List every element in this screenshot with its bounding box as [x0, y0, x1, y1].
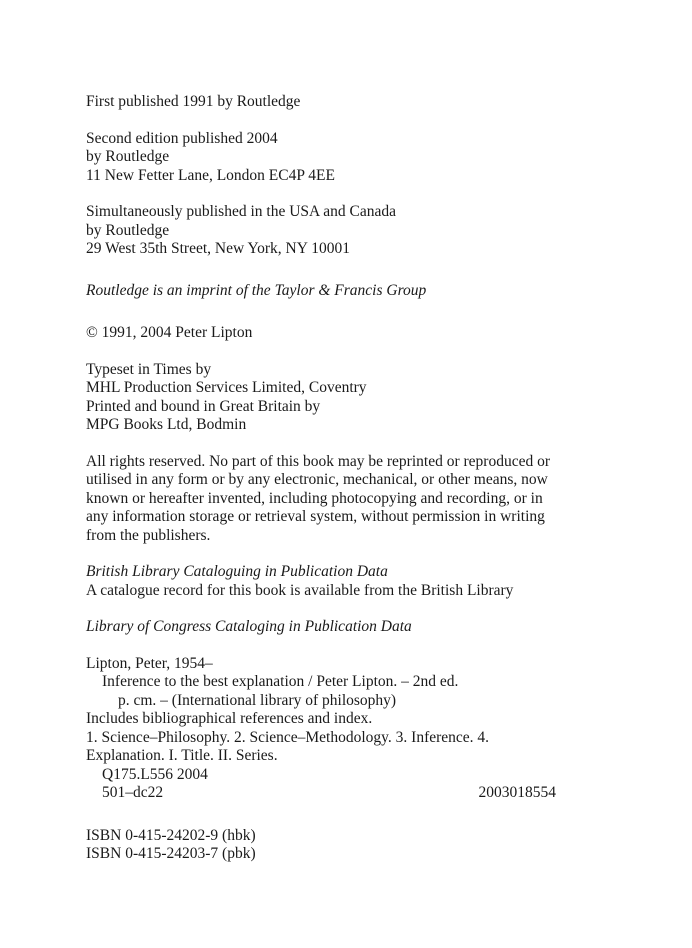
cip-lccn: 2003018554 — [478, 784, 556, 801]
printer-line: MPG Books Ltd, Bodmin — [86, 416, 247, 433]
second-edition-publisher: by Routledge — [86, 148, 170, 165]
typeset-line: Typeset in Times by — [86, 360, 212, 378]
cip-includes: Includes bibliographical references and index. — [86, 710, 373, 727]
second-edition-block — [86, 130, 566, 186]
rights-statement: All rights reserved. No part of this book may be reprinted or reproduced or utilised in any form or by any electronic, mechanical, or other means, now known or hereafter invented, including photocopying and recording, or in any information storage or retrieval system, without permission in writing from the publishers. — [86, 452, 551, 544]
usa-address: 29 West 35th Street, New York, NY 10001 — [86, 240, 350, 257]
isbn-pbk: ISBN 0-415-24203-7 (pbk) — [86, 845, 256, 862]
production-block — [86, 361, 566, 435]
imprint-block — [86, 282, 566, 301]
loc-cip-record — [86, 655, 566, 803]
copyright-line: © 1991, 2004 Peter Lipton — [86, 324, 253, 341]
typesetter-line: MHL Production Services Limited, Coventry — [86, 379, 367, 396]
usa-block — [86, 203, 566, 259]
cip-author: Lipton, Peter, 1954– — [86, 654, 213, 672]
cip-subjects-1: 1. Science–Philosophy. 2. Science–Methodology. 3. Inference. 4. — [86, 728, 490, 746]
bl-cip-heading: British Library Cataloguing in Publication Data — [86, 563, 388, 580]
loc-cip-heading-block — [86, 618, 566, 637]
cip-series: p. cm. – (International library of philosophy) — [118, 691, 397, 709]
isbn-hbk: ISBN 0-415-24202-9 (hbk) — [86, 826, 256, 844]
imprint-line: Routledge is an imprint of the Taylor & Francis Group — [86, 281, 427, 299]
rights-block — [86, 453, 566, 546]
second-edition-address: 11 New Fetter Lane, London EC4P 4EE — [86, 166, 335, 184]
cip-classification-row — [86, 784, 566, 803]
copyright-page — [86, 93, 566, 864]
cip-dewey: 501–dc22 — [102, 784, 164, 801]
first-published-block — [86, 93, 566, 112]
loc-cip-heading: Library of Congress Cataloging in Publication Data — [86, 618, 412, 635]
cip-title: Inference to the best explanation / Peter Lipton. – 2nd ed. — [102, 673, 459, 690]
usa-line: Simultaneously published in the USA and Canada — [86, 203, 396, 220]
cip-subjects-2: Explanation. I. Title. II. Series. — [86, 747, 278, 764]
copyright-block — [86, 324, 566, 343]
bl-cip-text: A catalogue record for this book is available from the British Library — [86, 581, 514, 599]
usa-publisher: by Routledge — [86, 221, 170, 239]
cip-call-number: Q175.L556 2004 — [102, 765, 208, 783]
first-published-line: First published 1991 by Routledge — [86, 93, 301, 110]
isbn-block — [86, 827, 566, 864]
bl-cip-block — [86, 563, 566, 600]
second-edition-line: Second edition published 2004 — [86, 129, 278, 147]
printed-line: Printed and bound in Great Britain by — [86, 397, 321, 415]
